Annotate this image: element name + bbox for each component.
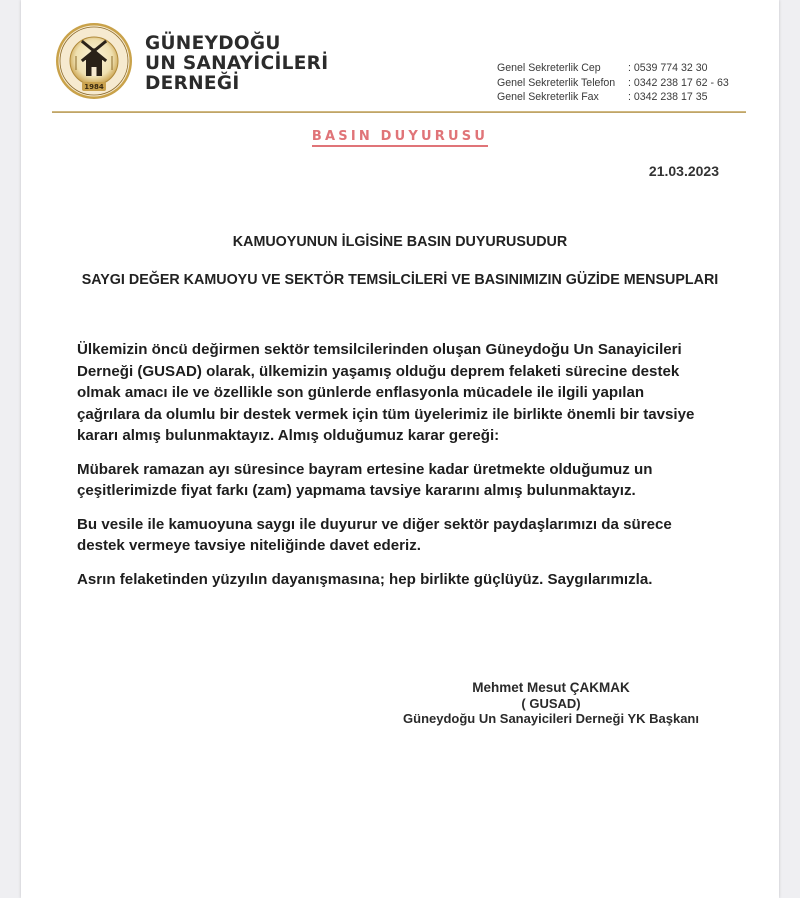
signatory-org: ( GUSAD) bbox=[521, 695, 581, 711]
paragraph bbox=[77, 569, 757, 591]
svg-text:1984: 1984 bbox=[84, 83, 104, 92]
contact-row-cep bbox=[497, 61, 729, 76]
paragraph-line: olmak amacı ile ve özellikle son günlerde enflasyonla mücadele ile ilgili yapılan bbox=[77, 384, 645, 401]
announcement-body bbox=[77, 339, 757, 602]
document-date: 21.03.2023 bbox=[648, 163, 719, 179]
contact-label: Genel Sekreterlik Fax bbox=[497, 91, 599, 103]
salutation-heading: SAYGI DEĞER KAMUOYU VE SEKTÖR TEMSİLCİLERİ VE BASINIMIZIN GÜZİDE MENSUPLARI bbox=[81, 272, 719, 288]
contact-row-telefon bbox=[497, 76, 729, 91]
contact-info bbox=[497, 61, 729, 105]
paragraph-line: Ülkemizin öncü değirmen sektör temsilcilerinden oluşan Güneydoğu Un Sanayicileri bbox=[77, 341, 682, 358]
paragraph-line: Asrın felaketinden yüzyılın dayanışmasına; hep birlikte güçlüyüz. Saygılarımızla. bbox=[77, 570, 653, 588]
paragraph-line: Bu vesile ile kamuoyuna saygı ile duyurur ve diğer sektör paydaşlarımızı da sürece bbox=[77, 515, 672, 533]
paragraph-line: kararı almış bulunmaktayız. Almış olduğumuz karar gereği: bbox=[77, 427, 500, 444]
paragraph-line: çeşitlerimizde fiyat farkı (zam) yapmama tavsiye kararını almış bulunmaktayız. bbox=[77, 482, 636, 499]
paragraph-line: çağrılara da olumlu bir destek vermek için tüm üyelerimiz ile birlikte önemli bir tavsiye bbox=[77, 405, 695, 423]
contact-label: Genel Sekreterlik Cep bbox=[497, 62, 601, 74]
paragraph-line: destek vermeye tavsiye niteliğinde davet ederiz. bbox=[77, 537, 421, 554]
header-divider bbox=[52, 111, 746, 113]
contact-value: : 0342 238 17 62 - 63 bbox=[628, 76, 729, 89]
signatory-title: Güneydoğu Un Sanayicileri Derneği YK Başkanı bbox=[403, 711, 699, 726]
contact-label: Genel Sekreterlik Telefon bbox=[497, 76, 616, 89]
stamp-title bbox=[21, 129, 779, 144]
org-name-line: GÜNEYDOĞU bbox=[145, 33, 281, 54]
stamp-title-text: BASIN DUYURUSU bbox=[312, 129, 488, 147]
org-name-line: DERNEĞİ bbox=[145, 73, 240, 94]
contact-value: : 0342 238 17 35 bbox=[628, 91, 708, 103]
paragraph-line: Mübarek ramazan ayı süresince bayram ertesine kadar üretmekte olduğumuz un bbox=[77, 460, 653, 478]
paragraph bbox=[77, 459, 757, 502]
org-name-line: UN SANAYİCİLERİ bbox=[145, 53, 329, 74]
organization-name bbox=[145, 34, 328, 94]
paragraph-line: Derneği (GUSAD) olarak, ülkemizin yaşamış olduğu deprem felaketi sürecine destek bbox=[77, 362, 680, 380]
signatory-name: Mehmet Mesut ÇAKMAK bbox=[472, 680, 630, 695]
paragraph bbox=[77, 514, 757, 557]
document-page bbox=[21, 0, 779, 898]
windmill-emblem-icon bbox=[55, 22, 133, 100]
contact-row-fax bbox=[497, 90, 729, 105]
signature-block bbox=[351, 680, 751, 727]
contact-value: : 0539 774 32 30 bbox=[628, 62, 708, 74]
paragraph bbox=[77, 339, 757, 447]
announcement-heading: KAMUOYUNUN İLGİSİNE BASIN DUYURUSUDUR bbox=[232, 234, 568, 250]
